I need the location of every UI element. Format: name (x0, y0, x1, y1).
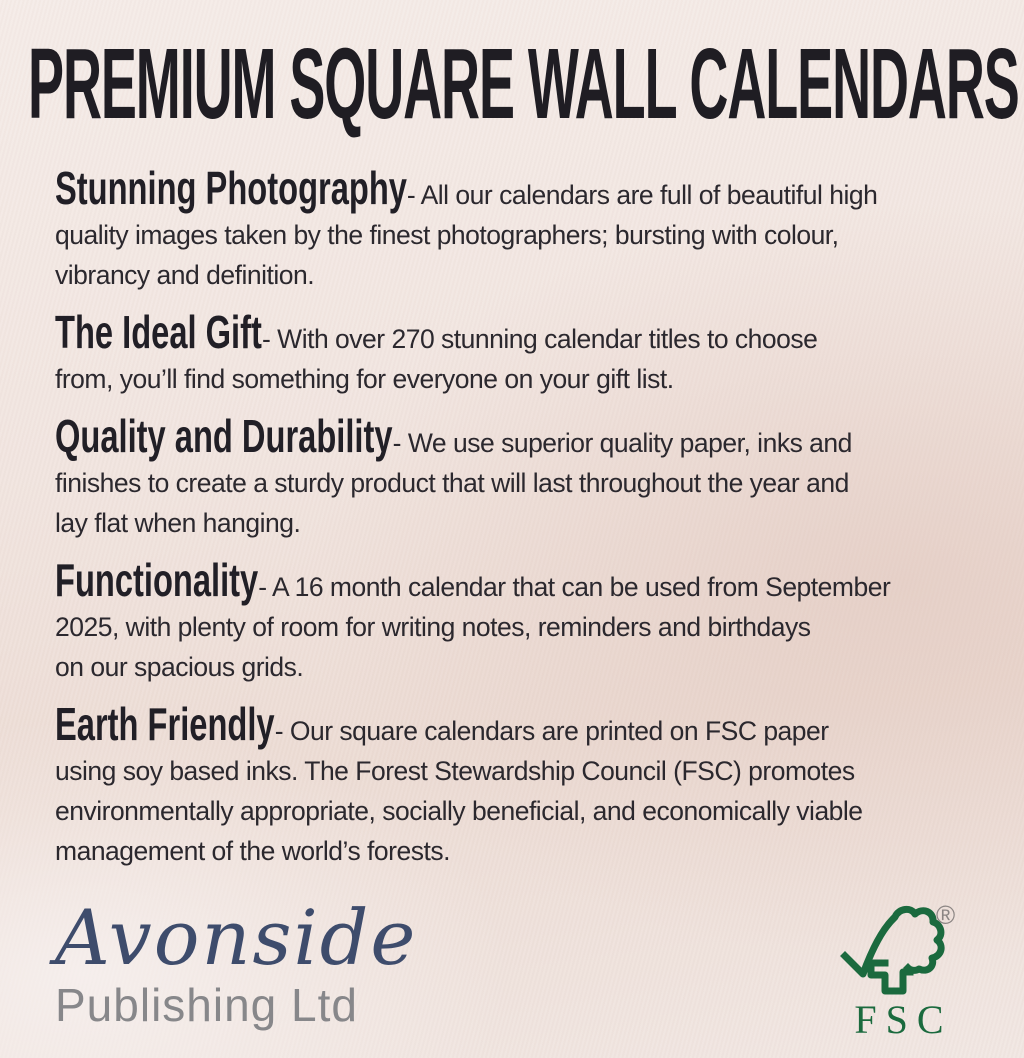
registered-mark: ® (936, 900, 956, 930)
publisher-subtitle: Publishing Ltd (55, 978, 358, 1031)
section-body-line: using soy based inks. The Forest Stewardship Council (FSC) promotes (55, 756, 855, 786)
section-body-line: vibrancy and definition. (55, 260, 315, 290)
poster (0, 28, 1024, 1058)
page-title (28, 28, 1019, 146)
section-heading: Earth Friendly (55, 698, 275, 750)
section-heading: Quality and Durability (55, 410, 393, 462)
section-heading: Functionality (55, 554, 259, 606)
section-heading: Stunning Photography (55, 162, 407, 214)
fsc-tree-checkmark-icon (833, 900, 965, 1000)
fsc-label: FSC (854, 997, 953, 1042)
section-body-line: - We use superior quality paper, inks and (392, 428, 852, 458)
section-body-line: - A 16 month calendar that can be used from September (258, 572, 891, 602)
section-body-line: on our spacious grids. (55, 652, 304, 682)
feature-section-functionality (55, 554, 970, 687)
feature-section-stunning-photography (55, 162, 970, 295)
feature-section-ideal-gift (55, 306, 970, 399)
section-body-line: 2025, with plenty of room for writing notes, reminders and birthdays (55, 612, 811, 642)
feature-sections (55, 162, 970, 871)
footer (0, 893, 1024, 1042)
section-body-line: finishes to create a sturdy product that will last throughout the year and (55, 468, 849, 498)
tree-checkmark-path (845, 909, 941, 974)
section-body-line: quality images taken by the finest photographers; bursting with colour, (55, 220, 839, 250)
section-body-line: management of the world’s forests. (55, 836, 450, 866)
section-body-line: - All our calendars are full of beautiful high (406, 180, 878, 210)
section-body-line: - Our square calendars are printed on FSC paper (274, 716, 829, 746)
feature-section-quality-durability (55, 410, 970, 543)
section-body-line: environmentally appropriate, socially beneficial, and economically viable (55, 796, 863, 826)
section-body-line: from, you’ll find something for everyone on your gift list. (55, 364, 674, 394)
section-body-line: - With over 270 stunning calendar titles to choose (262, 324, 818, 354)
feature-section-earth-friendly (55, 698, 970, 871)
fsc-logo (824, 900, 974, 1040)
publisher-logo (55, 893, 418, 1032)
page-title-text: PREMIUM SQUARE WALL CALENDARS (28, 28, 1019, 140)
publisher-name: Avonside (55, 893, 418, 982)
section-body-line: lay flat when hanging. (55, 508, 301, 538)
section-heading: The Ideal Gift (55, 306, 262, 358)
